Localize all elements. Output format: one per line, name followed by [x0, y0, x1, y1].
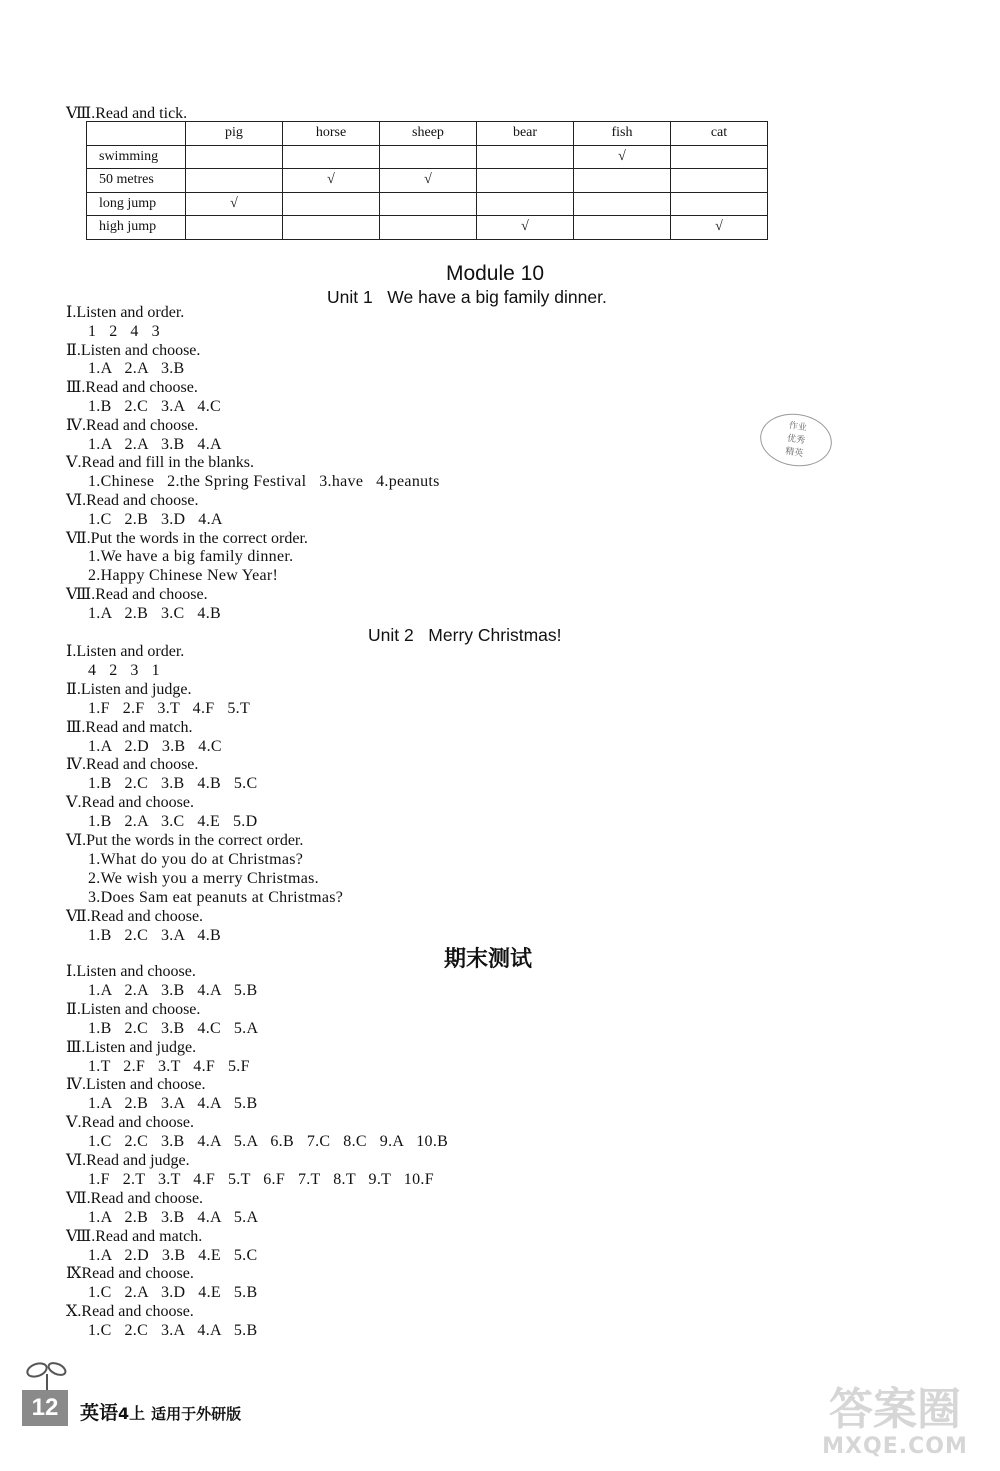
footer-grade: 4上: [118, 1404, 146, 1423]
section-heading: Ⅶ.Read and choose.: [66, 1189, 204, 1207]
tick-cell: √: [380, 169, 477, 193]
tick-cell: [186, 216, 283, 240]
table-column-header: sheep: [380, 122, 477, 146]
answer-line: 1.A 2.A 3.B: [88, 360, 185, 378]
homework-stamp: 作业 优秀 精英: [757, 409, 836, 471]
tick-cell: √: [186, 192, 283, 216]
table-row: [87, 145, 768, 169]
section-heading: Ⅵ.Read and judge.: [66, 1152, 190, 1169]
table-row-label: high jump: [87, 216, 186, 240]
table-row: [87, 169, 768, 193]
section-heading: Ⅳ.Read and choose.: [66, 756, 199, 774]
answer-line: 1.B 2.A 3.C 4.E 5.D: [88, 813, 258, 831]
tick-cell: [186, 145, 283, 169]
unit1-title: Unit 1 We have a big family dinner.: [327, 287, 607, 307]
module-title: Module 10: [445, 262, 545, 285]
answer-line: 1.A 2.B 3.C 4.B: [88, 604, 221, 622]
answer-line: 1.C 2.B 3.D 4.A: [88, 510, 223, 528]
tick-cell: [574, 169, 671, 193]
tick-cell: [380, 216, 477, 240]
answer-line: 1.A 2.A 3.B 4.A: [88, 435, 222, 453]
tick-cell: [380, 145, 477, 169]
table-column-header: pig: [186, 122, 283, 146]
answer-line: 1.B 2.C 3.B 4.C 5.A: [88, 1019, 259, 1037]
tick-cell: [380, 192, 477, 216]
section-heading: Ⅵ.Put the words in the correct order.: [66, 832, 304, 849]
answer-line: 1.What do you do at Christmas?: [88, 850, 304, 868]
answer-line: 2.Happy Chinese New Year!: [88, 567, 279, 585]
tick-table: [86, 121, 768, 240]
section-heading: Ⅱ.Listen and judge.: [66, 680, 192, 698]
tick-cell: [477, 145, 574, 169]
answer-line: 1.F 2.T 3.T 4.F 5.T 6.F 7.T 8.T 9.T 10.F: [88, 1170, 434, 1188]
table-column-header: fish: [574, 122, 671, 146]
section-heading: ⅨRead and choose.: [66, 1265, 194, 1283]
section-heading: Ⅶ.Read and choose.: [66, 907, 204, 925]
answer-line: 1 2 4 3: [88, 322, 160, 340]
tick-cell: [283, 192, 380, 216]
table-corner: [87, 122, 186, 146]
answer-line: 1.A 2.D 3.B 4.E 5.C: [88, 1246, 258, 1264]
tick-cell: [671, 192, 768, 216]
section-heading: Ⅷ.Read and choose.: [66, 586, 208, 603]
section-heading: Ⅳ.Listen and choose.: [66, 1076, 206, 1094]
section-heading: Ⅳ.Read and choose.: [66, 416, 199, 434]
answer-line: 1.A 2.B 3.B 4.A 5.A: [88, 1208, 259, 1226]
tick-cell: √: [477, 216, 574, 240]
table-row: [87, 192, 768, 216]
section-heading: Ⅰ.Listen and choose.: [66, 963, 196, 980]
tick-cell: [283, 216, 380, 240]
page-number: 12: [22, 1390, 68, 1426]
table-row-label: 50 metres: [87, 169, 186, 193]
answer-line: 1.T 2.F 3.T 4.F 5.F: [88, 1057, 250, 1075]
answer-line: 1.A 2.A 3.B 4.A 5.B: [88, 981, 258, 999]
section-heading: Ⅰ.Listen and order.: [66, 304, 185, 321]
tick-cell: [574, 192, 671, 216]
answer-line: 1.B 2.C 3.A 4.C: [88, 398, 221, 415]
answer-line: 1.A 2.B 3.A 4.A 5.B: [88, 1095, 258, 1113]
section-heading: Ⅴ.Read and choose.: [66, 794, 194, 812]
section-heading: Ⅶ.Put the words in the correct order.: [66, 529, 308, 547]
table-column-header: cat: [671, 122, 768, 146]
section-heading: Ⅲ.Listen and judge.: [66, 1038, 197, 1056]
tick-cell: [186, 169, 283, 193]
table-column-header: horse: [283, 122, 380, 146]
table-column-header: bear: [477, 122, 574, 146]
section-heading: Ⅱ.Listen and choose.: [66, 1000, 201, 1018]
unit2-title: Unit 2 Merry Christmas!: [368, 625, 562, 645]
answer-line: 2.We wish you a merry Christmas.: [88, 869, 319, 887]
answer-line: 1.B 2.C 3.A 4.B: [88, 926, 221, 944]
answer-line: 4 2 3 1: [88, 661, 160, 679]
answer-line: 1.F 2.F 3.T 4.F 5.T: [88, 699, 251, 717]
table-row-label: swimming: [87, 145, 186, 169]
tick-cell: √: [671, 216, 768, 240]
tick-cell: [283, 145, 380, 169]
section-heading: Ⅷ.Read and match.: [66, 1227, 203, 1245]
tick-cell: [477, 192, 574, 216]
tick-cell: √: [574, 145, 671, 169]
tick-cell: [671, 145, 768, 169]
footer-title: [80, 1398, 241, 1425]
answer-line: 1.Chinese 2.the Spring Festival 3.have 4.peanuts: [88, 473, 440, 491]
section-heading: Ⅹ.Read and choose.: [66, 1303, 194, 1321]
section-heading: Ⅴ.Read and choose.: [66, 1114, 194, 1132]
tick-cell: [574, 216, 671, 240]
tick-cell: √: [283, 169, 380, 193]
footer-subject: 英语: [80, 1402, 119, 1424]
section-heading: Ⅵ.Read and choose.: [66, 492, 199, 509]
answer-line: 1.A 2.D 3.B 4.C: [88, 737, 222, 755]
table-row: [87, 216, 768, 240]
footer-edition: 适用于外研版: [151, 1405, 242, 1423]
answer-line: 1.C 2.C 3.A 4.A 5.B: [88, 1322, 258, 1340]
section-heading: Ⅴ.Read and fill in the blanks.: [66, 454, 254, 472]
sprout-icon: [24, 1360, 70, 1390]
tick-section-heading: Ⅷ.Read and tick.: [66, 105, 188, 122]
tick-cell: [477, 169, 574, 193]
table-row-label: long jump: [87, 192, 186, 216]
answer-line: 1.C 2.C 3.B 4.A 5.A 6.B 7.C 8.C 9.A 10.B: [88, 1133, 449, 1151]
section-heading: Ⅱ.Listen and choose.: [66, 341, 201, 359]
answer-line: 3.Does Sam eat peanuts at Christmas?: [88, 888, 344, 906]
answer-line: 1.C 2.A 3.D 4.E 5.B: [88, 1284, 258, 1302]
watermark: 答案圈 MXQE.COM: [822, 1384, 968, 1459]
section-heading: Ⅲ.Read and choose.: [66, 379, 198, 397]
answer-line: 1.We have a big family dinner.: [88, 548, 294, 566]
final-test-title: 期末测试: [443, 947, 532, 972]
section-heading: Ⅰ.Listen and order.: [66, 643, 185, 660]
answer-line: 1.B 2.C 3.B 4.B 5.C: [88, 775, 258, 793]
tick-cell: [671, 169, 768, 193]
section-heading: Ⅲ.Read and match.: [66, 718, 193, 736]
